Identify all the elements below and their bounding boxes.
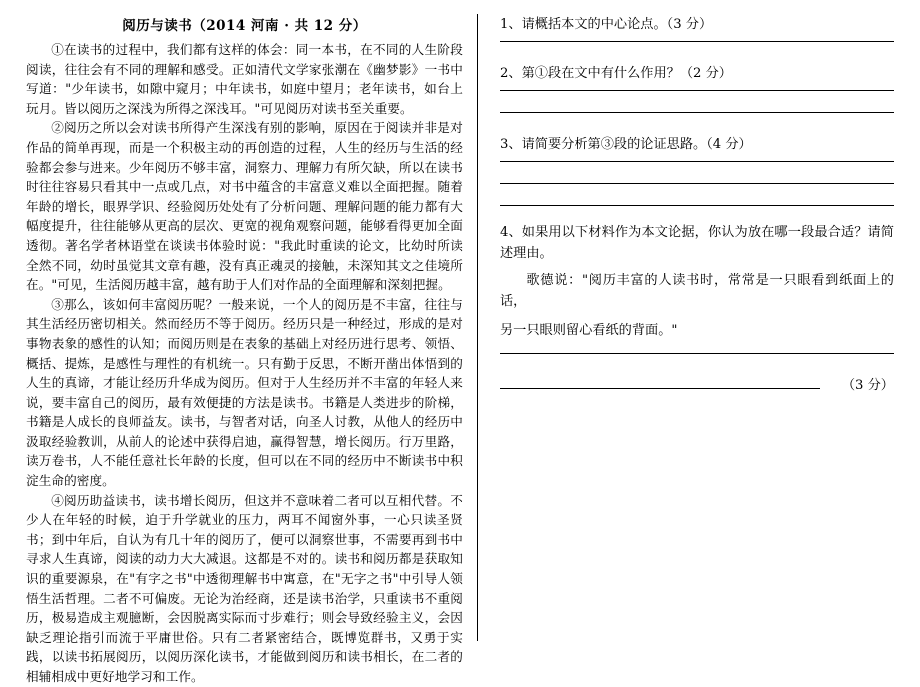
passage-paragraph-2: ②阅历之所以会对读书所得产生深浅有别的影响，原因在于阅读并非是对作品的简单再现，而是一个积极主动的再创造的过程，人生的经历与生活的经验都会参与进来。少年阅历不够丰富，洞察力、理解力有所欠缺，所以在读书时往往容易只看其中一点或几点，对书中蕴含的丰富意义难以全面把握。随着年龄的增长，眼界学识、经验阅历处处有了分析问题、理解问题的能力都有大幅度提升，往往能够从更高的层次、更宽的视角观察问题，能够看得更加全面透彻。著名学者林语堂在谈读书体验时说："我此时重读的论文，比幼时所读全然不同，幼时虽觉其文章有趣，没有真正魂灵的接触，未深知其文之佳境所在。"可见，生活阅历越丰富，越有助于人们对作品的全面理解和深刻把握。 [26, 120, 463, 293]
page-title: 阅历与读书（2014 河南 · 共 12 分） [122, 18, 367, 34]
question-1 [500, 14, 894, 42]
question-4-score: （3 分） [841, 378, 894, 393]
passage-paragraph-3: ③那么，该如何丰富阅历呢？一般来说，一个人的阅历是不丰富，往往与其生活经历密切相关。然而经历不等于阅历。经历只是一种经过，形成的是对事物表象的感性的认知；而阅历则是在表象的基础上对经历进行思考、领悟、概括、提炼，是感性与理性的有机统一。只有勤于反思，不断开凿出体悟到的人生的真谛，才能让经历升华成为阅历。但对于人生经历并不丰富的年轻人来说，要丰富自己的阅历，最有效便捷的方法是读书。书籍是人类进步的阶梯，书籍是人成长的良师益友。读书，与智者对话，向圣人讨教，从他人的经历中汲取经验教训，从前人的论述中获得启迪，赢得智慧，增长阅历。行万里路，读万卷书，人不能任意社长年龄的长度，但可以在不同的经历中不断读书中积淀生命的密度。 [26, 296, 463, 489]
question-3 [500, 134, 894, 206]
answer-line[interactable] [500, 161, 894, 162]
question-1-text: 1、请概括本文的中心论点。（3 分） [500, 17, 713, 32]
passage-column [26, 14, 478, 684]
question-4-quote-line-1: 歌德说："阅历丰富的人读书时，常常是一只眼看到纸面上的话， [500, 273, 894, 309]
answer-line[interactable] [500, 353, 894, 354]
answer-line[interactable] [500, 41, 894, 42]
two-column-layout [26, 14, 894, 684]
answer-line-with-score[interactable] [500, 375, 894, 396]
answer-line[interactable] [500, 388, 820, 389]
passage-paragraph-4: ④阅历助益读书，读书增长阅历，但这并不意味着二者可以互相代替。不少人在年轻的时候，迫于升学就业的压力，两耳不闻窗外事，一心只读圣贤书；到中年后，自认为有几十年的阅历了，便可以洞察世事，不需要再到书中寻求人生真谛，阅读的动力大大减退。这都是不对的。读书和阅历都是获取知识的重要源泉，在"有字之书"中透彻理解书中寓意，在"无字之书"中引导人领悟生活哲理。二者不可偏废。无论为治经商，还是读书治学，只重读书不重阅历，极易造成主观臆断，会因脱离实际而寸步难行；则会导致经验主义，会因缺乏理论指引而流于平庸世俗。只有二者紧密结合，既博览群书，又勇于实践，以读书拓展阅历，以阅历深化读书，才能做到阅历和读书相长，在二者的相辅相成中更好地学习和工作。 [26, 492, 463, 684]
question-2 [500, 63, 894, 113]
question-4 [500, 222, 894, 396]
question-3-text: 3、请简要分析第③段的论证思路。（4 分） [500, 137, 752, 152]
question-2-text: 2、第①段在文中有什么作用？（2 分） [500, 66, 732, 81]
passage-paragraph-1: ①在读书的过程中，我们都有这样的体会：同一本书，在不同的人生阶段阅读，往往会有不同的理解和感受。正如清代文学家张潮在《幽梦影》一书中写道："少年读书，如隙中窥月；中年读书，如庭中望月；老年读书，如台上玩月。皆以阅历之深浅为所得之深浅耳。"可见阅历对读书至关重要。 [26, 42, 463, 116]
answer-line[interactable] [500, 90, 894, 91]
answer-line[interactable] [500, 112, 894, 113]
questions-column [478, 14, 894, 641]
answer-line[interactable] [500, 205, 894, 206]
answer-line[interactable] [500, 183, 894, 184]
question-4-quote-line-2: 另一只眼则留心看纸的背面。" [500, 323, 678, 338]
question-4-text: 4、如果用以下材料作为本文论据，你认为放在哪一段最合适？请简述理由。 [500, 225, 894, 261]
